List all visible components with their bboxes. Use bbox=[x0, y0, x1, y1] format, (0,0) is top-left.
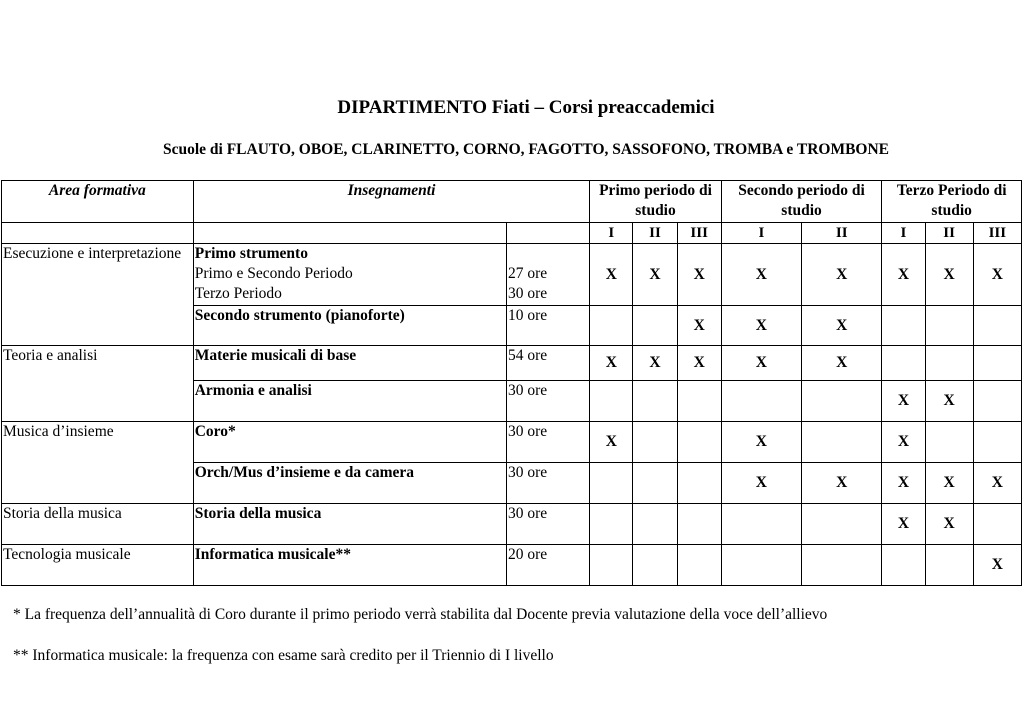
year-label: II bbox=[925, 223, 973, 244]
mark-cell bbox=[633, 463, 677, 504]
hours-cell: 30 ore bbox=[506, 422, 589, 463]
area-cell: Esecuzione e interpretazione bbox=[2, 244, 194, 346]
mark-cell bbox=[633, 422, 677, 463]
empty-cell bbox=[193, 223, 506, 244]
hours-value: 30 ore bbox=[507, 285, 548, 302]
mark-cell bbox=[802, 504, 882, 545]
footnote-coro: * La frequenza dell’annualità di Coro durante il primo periodo verrà stabilita dal Docente previa valutazione della voce dell’allievo bbox=[13, 606, 828, 623]
mark-cell bbox=[590, 463, 633, 504]
mark-cell bbox=[973, 504, 1021, 545]
course-table bbox=[1, 180, 1022, 586]
mark-cell bbox=[802, 422, 882, 463]
mark-cell: X bbox=[973, 463, 1021, 504]
mark-cell: X bbox=[590, 346, 633, 381]
mark-cell: X bbox=[802, 306, 882, 346]
year-label: I bbox=[590, 223, 633, 244]
mark-cell: X bbox=[925, 381, 973, 422]
hours-cell: 10 ore bbox=[506, 306, 589, 346]
empty-cell bbox=[506, 223, 589, 244]
mark-cell: X bbox=[802, 244, 882, 306]
mark-cell: X bbox=[633, 244, 677, 306]
table-row bbox=[2, 244, 1022, 306]
mark-cell bbox=[925, 422, 973, 463]
subject-detail: Primo e Secondo Periodo bbox=[194, 265, 353, 282]
subject-cell: Secondo strumento (pianoforte) bbox=[193, 306, 506, 346]
year-label: III bbox=[677, 223, 721, 244]
hours-cell: 30 ore bbox=[506, 463, 589, 504]
subject-cell: Storia della musica bbox=[193, 504, 506, 545]
mark-cell bbox=[882, 306, 925, 346]
hours-spacer bbox=[508, 244, 589, 264]
mark-cell: X bbox=[973, 545, 1021, 586]
year-label: I bbox=[721, 223, 801, 244]
mark-cell: X bbox=[590, 244, 633, 306]
mark-cell bbox=[802, 381, 882, 422]
mark-cell bbox=[802, 545, 882, 586]
mark-cell: X bbox=[973, 244, 1021, 306]
mark-cell: X bbox=[802, 463, 882, 504]
header-area: Area formativa bbox=[2, 181, 194, 223]
table-row bbox=[2, 545, 1022, 586]
page-title: DIPARTIMENTO Fiati – Corsi preaccademici bbox=[337, 97, 715, 118]
subject-cell: Materie musicali di base bbox=[193, 346, 506, 381]
mark-cell bbox=[973, 422, 1021, 463]
header-period-2: Secondo periodo di studio bbox=[721, 181, 882, 223]
mark-cell: X bbox=[721, 306, 801, 346]
mark-cell: X bbox=[925, 463, 973, 504]
year-label: III bbox=[973, 223, 1021, 244]
header-insegnamenti: Insegnamenti bbox=[193, 181, 590, 223]
mark-cell bbox=[925, 545, 973, 586]
mark-cell bbox=[633, 306, 677, 346]
mark-cell bbox=[590, 545, 633, 586]
table-header-row bbox=[2, 181, 1022, 223]
mark-cell bbox=[677, 381, 721, 422]
subject-name: Primo strumento bbox=[194, 245, 308, 262]
mark-cell: X bbox=[882, 504, 925, 545]
area-cell: Tecnologia musicale bbox=[2, 545, 194, 586]
mark-cell: X bbox=[925, 244, 973, 306]
mark-cell bbox=[721, 504, 801, 545]
mark-cell bbox=[721, 545, 801, 586]
mark-cell bbox=[677, 545, 721, 586]
year-label: II bbox=[633, 223, 677, 244]
mark-cell bbox=[590, 306, 633, 346]
subject-cell bbox=[193, 244, 506, 306]
subject-detail: Terzo Periodo bbox=[194, 285, 282, 302]
mark-cell: X bbox=[677, 306, 721, 346]
mark-cell: X bbox=[677, 346, 721, 381]
mark-cell: X bbox=[590, 422, 633, 463]
hours-cell bbox=[506, 244, 589, 306]
mark-cell: X bbox=[721, 346, 801, 381]
year-label-row bbox=[2, 223, 1022, 244]
mark-cell: X bbox=[925, 504, 973, 545]
subject-cell: Armonia e analisi bbox=[193, 381, 506, 422]
header-period-1: Primo periodo di studio bbox=[590, 181, 721, 223]
mark-cell bbox=[633, 381, 677, 422]
subject-cell: Orch/Mus d’insieme e da camera bbox=[193, 463, 506, 504]
header-period-3: Terzo Periodo di studio bbox=[882, 181, 1022, 223]
year-label: I bbox=[882, 223, 925, 244]
mark-cell: X bbox=[882, 463, 925, 504]
mark-cell bbox=[590, 381, 633, 422]
mark-cell bbox=[973, 381, 1021, 422]
page-subtitle: Scuole di FLAUTO, OBOE, CLARINETTO, CORNO, FAGOTTO, SASSOFONO, TROMBA e TROMBONE bbox=[162, 141, 890, 158]
empty-cell bbox=[2, 223, 194, 244]
mark-cell bbox=[925, 346, 973, 381]
mark-cell: X bbox=[882, 422, 925, 463]
area-cell: Storia della musica bbox=[2, 504, 194, 545]
mark-cell bbox=[633, 504, 677, 545]
mark-cell bbox=[882, 545, 925, 586]
subject-cell: Informatica musicale** bbox=[193, 545, 506, 586]
mark-cell bbox=[677, 504, 721, 545]
table-row bbox=[2, 346, 1022, 381]
mark-cell bbox=[633, 545, 677, 586]
year-label: II bbox=[802, 223, 882, 244]
mark-cell: X bbox=[633, 346, 677, 381]
hours-cell: 30 ore bbox=[506, 381, 589, 422]
mark-cell bbox=[590, 504, 633, 545]
mark-cell bbox=[721, 381, 801, 422]
mark-cell: X bbox=[882, 381, 925, 422]
mark-cell: X bbox=[721, 463, 801, 504]
mark-cell: X bbox=[882, 244, 925, 306]
hours-value: 27 ore bbox=[507, 265, 548, 282]
subject-cell: Coro* bbox=[193, 422, 506, 463]
mark-cell bbox=[925, 306, 973, 346]
mark-cell bbox=[973, 346, 1021, 381]
hours-cell: 30 ore bbox=[506, 504, 589, 545]
mark-cell bbox=[677, 463, 721, 504]
mark-cell: X bbox=[802, 346, 882, 381]
mark-cell: X bbox=[721, 422, 801, 463]
footnote-informatica: ** Informatica musicale: la frequenza con esame sarà credito per il Triennio di I livello bbox=[13, 647, 554, 664]
hours-cell: 54 ore bbox=[506, 346, 589, 381]
mark-cell bbox=[973, 306, 1021, 346]
area-cell: Musica d’insieme bbox=[2, 422, 194, 504]
mark-cell: X bbox=[677, 244, 721, 306]
hours-cell: 20 ore bbox=[506, 545, 589, 586]
mark-cell bbox=[677, 422, 721, 463]
area-cell: Teoria e analisi bbox=[2, 346, 194, 422]
table-row bbox=[2, 504, 1022, 545]
table-row bbox=[2, 422, 1022, 463]
mark-cell bbox=[882, 346, 925, 381]
mark-cell: X bbox=[721, 244, 801, 306]
